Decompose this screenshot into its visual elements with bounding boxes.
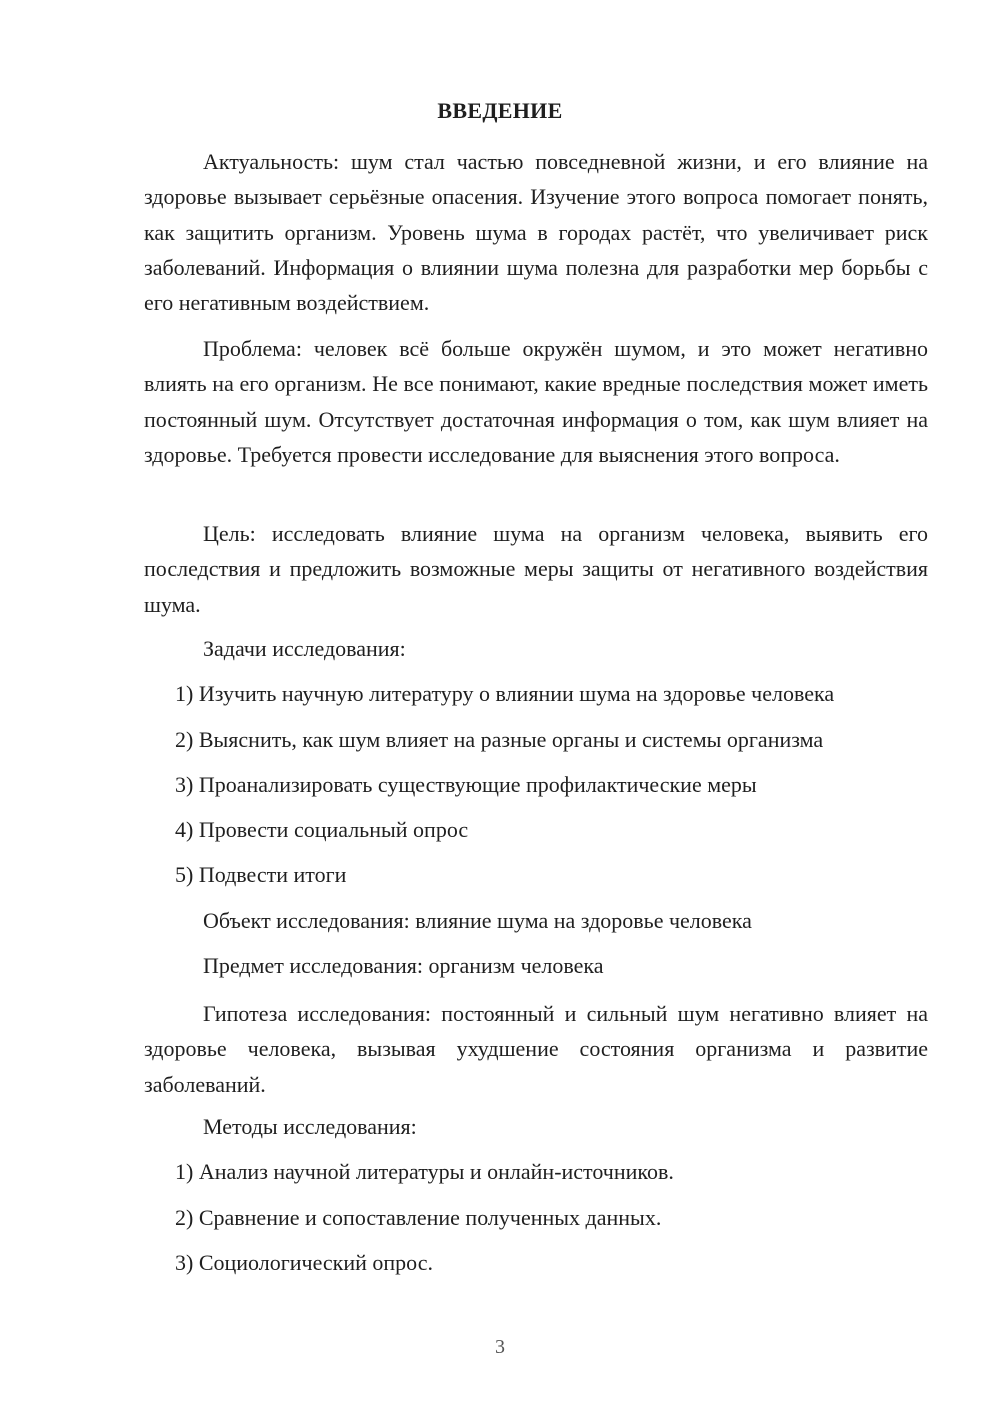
task-item: 3) Проанализировать существующие профилактические меры (175, 772, 757, 797)
goal-paragraph: Цель: исследовать влияние шума на организм человека, выявить его последствия и предложить возможные меры защиты от негативного воздействия шума. (144, 521, 928, 617)
method-item: 1) Анализ научной литературы и онлайн-источников. (175, 1159, 674, 1184)
task-item: 4) Провести социальный опрос (175, 817, 469, 842)
hypothesis-paragraph: Гипотеза исследования: постоянный и сильный шум негативно влияет на здоровье человека, вызывая ухудшение состояния организма и развитие заболеваний. (144, 1001, 928, 1097)
research-object: Объект исследования: влияние шума на здоровье человека (203, 908, 752, 933)
methods-heading: Методы исследования: (203, 1114, 417, 1139)
task-item: 2) Выяснить, как шум влияет на разные органы и системы организма (175, 727, 824, 752)
section-title: ВВЕДЕНИЕ (437, 98, 563, 123)
task-item: 5) Подвести итоги (175, 862, 347, 887)
page-number: 3 (495, 1336, 505, 1358)
method-item: 2) Сравнение и сопоставление полученных данных. (175, 1205, 662, 1230)
task-item: 1) Изучить научную литературу о влиянии шума на здоровье человека (175, 681, 835, 706)
tasks-heading: Задачи исследования: (203, 636, 406, 661)
method-item: 3) Социологический опрос. (175, 1250, 433, 1275)
problem-paragraph: Проблема: человек всё больше окружён шумом, и это может негативно влиять на его организм. Не все понимают, какие вредные последствия может иметь постоянный шум. Отсутствует достаточная информация о том, как шум влияет на здоровье. Требуется провести исследование для выяснения этого вопроса. (144, 336, 928, 467)
relevance-paragraph: Актуальность: шум стал частью повседневной жизни, и его влияние на здоровье вызывает серьёзные опасения. Изучение этого вопроса помогает понять, как защитить организм. Уровень шума в городах растёт, что увеличивает риск заболеваний. Информация о влиянии шума полезна для разработки мер борьбы с его негативным воздействием. (144, 149, 928, 316)
research-subject: Предмет исследования: организм человека (203, 953, 604, 978)
